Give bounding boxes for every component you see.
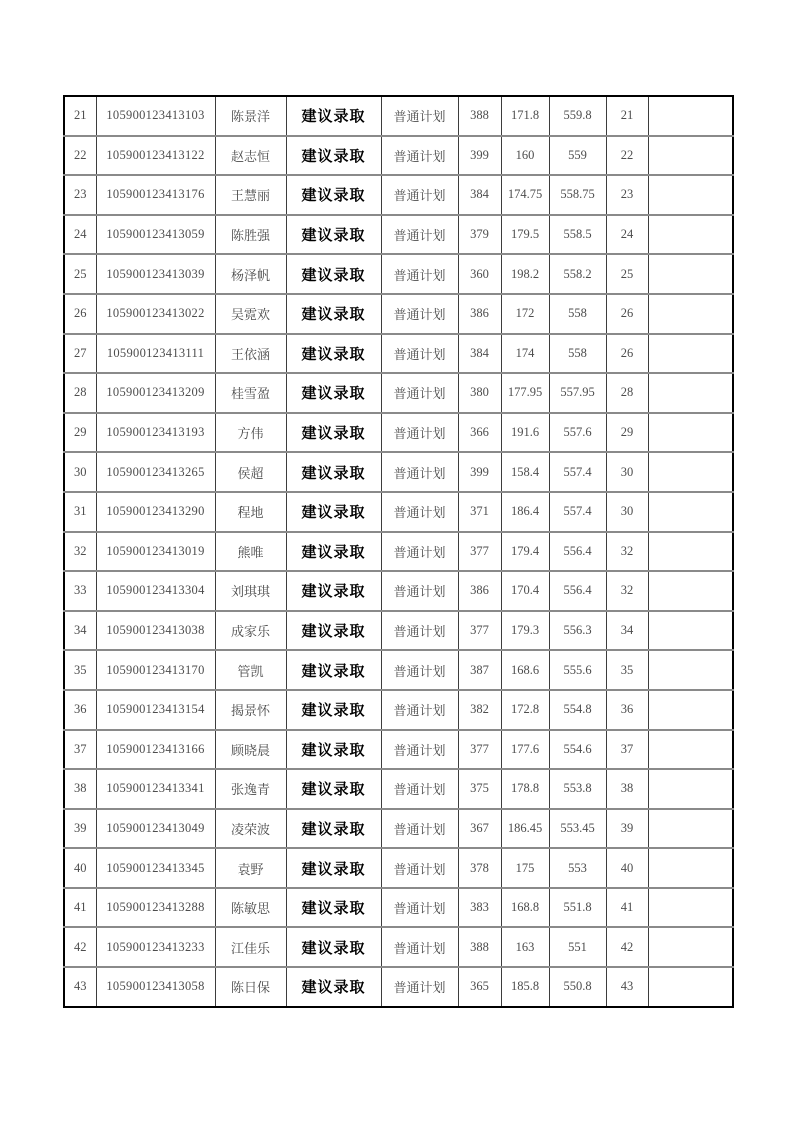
- table-row: [64, 136, 733, 176]
- remarks-cell: [648, 967, 733, 1007]
- remarks-cell: [648, 690, 733, 730]
- table-row: [64, 492, 733, 532]
- score-first-cell: 382: [458, 690, 501, 730]
- rank-cell: 42: [606, 927, 648, 967]
- candidate-name-cell: 陈胜强: [215, 215, 286, 255]
- score-first-cell: 377: [458, 611, 501, 651]
- score-first-cell: 377: [458, 532, 501, 572]
- score-second-cell: 178.8: [501, 769, 549, 809]
- row-number-cell: 24: [64, 215, 96, 255]
- admission-status-cell: 建议录取: [286, 650, 381, 690]
- candidate-id-cell: 105900123413039: [96, 254, 215, 294]
- admission-status-cell: 建议录取: [286, 730, 381, 770]
- total-score-cell: 558.5: [549, 215, 606, 255]
- candidate-name-cell: 顾晓晨: [215, 730, 286, 770]
- candidate-name-cell: 王慧丽: [215, 175, 286, 215]
- candidate-name-cell: 熊唯: [215, 532, 286, 572]
- rank-cell: 40: [606, 848, 648, 888]
- row-number-cell: 22: [64, 136, 96, 176]
- table-row: [64, 571, 733, 611]
- remarks-cell: [648, 254, 733, 294]
- score-second-cell: 163: [501, 927, 549, 967]
- admission-status-cell: 建议录取: [286, 294, 381, 334]
- candidate-name-cell: 桂雪盈: [215, 373, 286, 413]
- remarks-cell: [648, 769, 733, 809]
- candidate-id-cell: 105900123413022: [96, 294, 215, 334]
- row-number-cell: 32: [64, 532, 96, 572]
- remarks-cell: [648, 413, 733, 453]
- total-score-cell: 554.8: [549, 690, 606, 730]
- row-number-cell: 38: [64, 769, 96, 809]
- candidate-id-cell: 105900123413059: [96, 215, 215, 255]
- score-second-cell: 186.4: [501, 492, 549, 532]
- admission-results-table: [63, 95, 734, 1008]
- remarks-cell: [648, 373, 733, 413]
- score-second-cell: 160: [501, 136, 549, 176]
- admission-status-cell: 建议录取: [286, 215, 381, 255]
- total-score-cell: 553.8: [549, 769, 606, 809]
- rank-cell: 22: [606, 136, 648, 176]
- score-first-cell: 383: [458, 888, 501, 928]
- rank-cell: 32: [606, 532, 648, 572]
- candidate-name-cell: 凌荣波: [215, 809, 286, 849]
- plan-type-cell: 普通计划: [381, 452, 458, 492]
- remarks-cell: [648, 96, 733, 136]
- candidate-id-cell: 105900123413341: [96, 769, 215, 809]
- remarks-cell: [648, 215, 733, 255]
- table-row: [64, 175, 733, 215]
- candidate-id-cell: 105900123413166: [96, 730, 215, 770]
- score-first-cell: 380: [458, 373, 501, 413]
- total-score-cell: 558.75: [549, 175, 606, 215]
- plan-type-cell: 普通计划: [381, 96, 458, 136]
- remarks-cell: [648, 650, 733, 690]
- score-first-cell: 387: [458, 650, 501, 690]
- score-first-cell: 366: [458, 413, 501, 453]
- plan-type-cell: 普通计划: [381, 136, 458, 176]
- table-row: [64, 611, 733, 651]
- candidate-id-cell: 105900123413122: [96, 136, 215, 176]
- plan-type-cell: 普通计划: [381, 373, 458, 413]
- plan-type-cell: 普通计划: [381, 413, 458, 453]
- table-row: [64, 888, 733, 928]
- score-second-cell: 177.6: [501, 730, 549, 770]
- admission-status-cell: 建议录取: [286, 373, 381, 413]
- admission-status-cell: 建议录取: [286, 175, 381, 215]
- candidate-id-cell: 105900123413304: [96, 571, 215, 611]
- candidate-id-cell: 105900123413103: [96, 96, 215, 136]
- candidate-name-cell: 江佳乐: [215, 927, 286, 967]
- score-second-cell: 158.4: [501, 452, 549, 492]
- plan-type-cell: 普通计划: [381, 927, 458, 967]
- plan-type-cell: 普通计划: [381, 215, 458, 255]
- score-second-cell: 170.4: [501, 571, 549, 611]
- score-second-cell: 179.4: [501, 532, 549, 572]
- candidate-name-cell: 袁野: [215, 848, 286, 888]
- row-number-cell: 30: [64, 452, 96, 492]
- score-second-cell: 168.6: [501, 650, 549, 690]
- row-number-cell: 34: [64, 611, 96, 651]
- total-score-cell: 550.8: [549, 967, 606, 1007]
- admission-status-cell: 建议录取: [286, 848, 381, 888]
- table-row: [64, 769, 733, 809]
- total-score-cell: 559: [549, 136, 606, 176]
- candidate-id-cell: 105900123413288: [96, 888, 215, 928]
- total-score-cell: 557.4: [549, 452, 606, 492]
- candidate-name-cell: 刘琪琪: [215, 571, 286, 611]
- rank-cell: 43: [606, 967, 648, 1007]
- score-first-cell: 379: [458, 215, 501, 255]
- admission-status-cell: 建议录取: [286, 334, 381, 374]
- admission-status-cell: 建议录取: [286, 769, 381, 809]
- score-first-cell: 378: [458, 848, 501, 888]
- plan-type-cell: 普通计划: [381, 294, 458, 334]
- admission-status-cell: 建议录取: [286, 532, 381, 572]
- row-number-cell: 26: [64, 294, 96, 334]
- candidate-id-cell: 105900123413170: [96, 650, 215, 690]
- remarks-cell: [648, 927, 733, 967]
- table-row: [64, 730, 733, 770]
- row-number-cell: 42: [64, 927, 96, 967]
- row-number-cell: 23: [64, 175, 96, 215]
- remarks-cell: [648, 334, 733, 374]
- admission-status-cell: 建议录取: [286, 927, 381, 967]
- total-score-cell: 558: [549, 334, 606, 374]
- candidate-name-cell: 揭景怀: [215, 690, 286, 730]
- score-second-cell: 168.8: [501, 888, 549, 928]
- candidate-id-cell: 105900123413058: [96, 967, 215, 1007]
- rank-cell: 26: [606, 334, 648, 374]
- rank-cell: 24: [606, 215, 648, 255]
- score-first-cell: 399: [458, 136, 501, 176]
- candidate-name-cell: 陈景洋: [215, 96, 286, 136]
- rank-cell: 30: [606, 452, 648, 492]
- score-first-cell: 377: [458, 730, 501, 770]
- admission-table-body: [64, 96, 733, 1007]
- candidate-id-cell: 105900123413209: [96, 373, 215, 413]
- score-second-cell: 186.45: [501, 809, 549, 849]
- score-first-cell: 384: [458, 175, 501, 215]
- admission-status-cell: 建议录取: [286, 611, 381, 651]
- total-score-cell: 554.6: [549, 730, 606, 770]
- score-first-cell: 367: [458, 809, 501, 849]
- admission-status-cell: 建议录取: [286, 809, 381, 849]
- candidate-id-cell: 105900123413019: [96, 532, 215, 572]
- admission-status-cell: 建议录取: [286, 690, 381, 730]
- admission-status-cell: 建议录取: [286, 96, 381, 136]
- candidate-id-cell: 105900123413049: [96, 809, 215, 849]
- candidate-name-cell: 张逸青: [215, 769, 286, 809]
- table-row: [64, 532, 733, 572]
- total-score-cell: 551.8: [549, 888, 606, 928]
- row-number-cell: 21: [64, 96, 96, 136]
- remarks-cell: [648, 571, 733, 611]
- row-number-cell: 41: [64, 888, 96, 928]
- remarks-cell: [648, 452, 733, 492]
- total-score-cell: 558: [549, 294, 606, 334]
- row-number-cell: 36: [64, 690, 96, 730]
- table-row: [64, 690, 733, 730]
- row-number-cell: 40: [64, 848, 96, 888]
- admission-status-cell: 建议录取: [286, 254, 381, 294]
- table-row: [64, 413, 733, 453]
- remarks-cell: [648, 136, 733, 176]
- plan-type-cell: 普通计划: [381, 254, 458, 294]
- admission-status-cell: 建议录取: [286, 888, 381, 928]
- total-score-cell: 557.95: [549, 373, 606, 413]
- score-first-cell: 399: [458, 452, 501, 492]
- candidate-id-cell: 105900123413176: [96, 175, 215, 215]
- score-second-cell: 185.8: [501, 967, 549, 1007]
- remarks-cell: [648, 888, 733, 928]
- admission-status-cell: 建议录取: [286, 571, 381, 611]
- rank-cell: 38: [606, 769, 648, 809]
- plan-type-cell: 普通计划: [381, 769, 458, 809]
- total-score-cell: 558.2: [549, 254, 606, 294]
- plan-type-cell: 普通计划: [381, 492, 458, 532]
- rank-cell: 32: [606, 571, 648, 611]
- candidate-id-cell: 105900123413193: [96, 413, 215, 453]
- row-number-cell: 37: [64, 730, 96, 770]
- admission-status-cell: 建议录取: [286, 492, 381, 532]
- candidate-id-cell: 105900123413290: [96, 492, 215, 532]
- remarks-cell: [648, 730, 733, 770]
- score-first-cell: 388: [458, 927, 501, 967]
- table-row: [64, 809, 733, 849]
- score-first-cell: 360: [458, 254, 501, 294]
- rank-cell: 23: [606, 175, 648, 215]
- score-first-cell: 386: [458, 571, 501, 611]
- score-second-cell: 172: [501, 294, 549, 334]
- rank-cell: 41: [606, 888, 648, 928]
- score-second-cell: 174: [501, 334, 549, 374]
- table-row: [64, 254, 733, 294]
- remarks-cell: [648, 175, 733, 215]
- total-score-cell: 559.8: [549, 96, 606, 136]
- candidate-id-cell: 105900123413038: [96, 611, 215, 651]
- candidate-name-cell: 陈日保: [215, 967, 286, 1007]
- score-first-cell: 384: [458, 334, 501, 374]
- remarks-cell: [648, 611, 733, 651]
- score-second-cell: 179.5: [501, 215, 549, 255]
- row-number-cell: 35: [64, 650, 96, 690]
- total-score-cell: 557.6: [549, 413, 606, 453]
- candidate-name-cell: 杨泽帆: [215, 254, 286, 294]
- table-row: [64, 334, 733, 374]
- score-second-cell: 177.95: [501, 373, 549, 413]
- plan-type-cell: 普通计划: [381, 690, 458, 730]
- score-second-cell: 191.6: [501, 413, 549, 453]
- rank-cell: 29: [606, 413, 648, 453]
- plan-type-cell: 普通计划: [381, 571, 458, 611]
- plan-type-cell: 普通计划: [381, 334, 458, 374]
- plan-type-cell: 普通计划: [381, 967, 458, 1007]
- score-first-cell: 388: [458, 96, 501, 136]
- total-score-cell: 556.4: [549, 571, 606, 611]
- candidate-id-cell: 105900123413345: [96, 848, 215, 888]
- score-first-cell: 375: [458, 769, 501, 809]
- total-score-cell: 556.4: [549, 532, 606, 572]
- score-first-cell: 365: [458, 967, 501, 1007]
- plan-type-cell: 普通计划: [381, 650, 458, 690]
- table-row: [64, 967, 733, 1007]
- rank-cell: 25: [606, 254, 648, 294]
- row-number-cell: 29: [64, 413, 96, 453]
- remarks-cell: [648, 492, 733, 532]
- table-row: [64, 215, 733, 255]
- score-second-cell: 174.75: [501, 175, 549, 215]
- remarks-cell: [648, 809, 733, 849]
- plan-type-cell: 普通计划: [381, 888, 458, 928]
- candidate-name-cell: 吴霓欢: [215, 294, 286, 334]
- candidate-name-cell: 侯超: [215, 452, 286, 492]
- plan-type-cell: 普通计划: [381, 730, 458, 770]
- row-number-cell: 39: [64, 809, 96, 849]
- score-second-cell: 175: [501, 848, 549, 888]
- candidate-id-cell: 105900123413233: [96, 927, 215, 967]
- remarks-cell: [648, 848, 733, 888]
- table-row: [64, 650, 733, 690]
- score-first-cell: 386: [458, 294, 501, 334]
- candidate-name-cell: 陈敏思: [215, 888, 286, 928]
- row-number-cell: 43: [64, 967, 96, 1007]
- table-row: [64, 294, 733, 334]
- remarks-cell: [648, 532, 733, 572]
- rank-cell: 34: [606, 611, 648, 651]
- candidate-name-cell: 程地: [215, 492, 286, 532]
- rank-cell: 26: [606, 294, 648, 334]
- plan-type-cell: 普通计划: [381, 848, 458, 888]
- row-number-cell: 31: [64, 492, 96, 532]
- row-number-cell: 27: [64, 334, 96, 374]
- candidate-name-cell: 赵志恒: [215, 136, 286, 176]
- row-number-cell: 25: [64, 254, 96, 294]
- candidate-id-cell: 105900123413265: [96, 452, 215, 492]
- plan-type-cell: 普通计划: [381, 175, 458, 215]
- rank-cell: 37: [606, 730, 648, 770]
- rank-cell: 30: [606, 492, 648, 532]
- admission-status-cell: 建议录取: [286, 967, 381, 1007]
- table-row: [64, 96, 733, 136]
- plan-type-cell: 普通计划: [381, 809, 458, 849]
- total-score-cell: 557.4: [549, 492, 606, 532]
- candidate-id-cell: 105900123413111: [96, 334, 215, 374]
- candidate-name-cell: 王依涵: [215, 334, 286, 374]
- rank-cell: 28: [606, 373, 648, 413]
- score-first-cell: 371: [458, 492, 501, 532]
- score-second-cell: 198.2: [501, 254, 549, 294]
- total-score-cell: 555.6: [549, 650, 606, 690]
- table-row: [64, 373, 733, 413]
- candidate-id-cell: 105900123413154: [96, 690, 215, 730]
- rank-cell: 39: [606, 809, 648, 849]
- score-second-cell: 172.8: [501, 690, 549, 730]
- score-second-cell: 171.8: [501, 96, 549, 136]
- candidate-name-cell: 方伟: [215, 413, 286, 453]
- table-row: [64, 848, 733, 888]
- remarks-cell: [648, 294, 733, 334]
- rank-cell: 35: [606, 650, 648, 690]
- plan-type-cell: 普通计划: [381, 611, 458, 651]
- total-score-cell: 556.3: [549, 611, 606, 651]
- total-score-cell: 553: [549, 848, 606, 888]
- table-row: [64, 452, 733, 492]
- plan-type-cell: 普通计划: [381, 532, 458, 572]
- row-number-cell: 28: [64, 373, 96, 413]
- score-second-cell: 179.3: [501, 611, 549, 651]
- rank-cell: 36: [606, 690, 648, 730]
- table-row: [64, 927, 733, 967]
- admission-status-cell: 建议录取: [286, 452, 381, 492]
- rank-cell: 21: [606, 96, 648, 136]
- total-score-cell: 551: [549, 927, 606, 967]
- row-number-cell: 33: [64, 571, 96, 611]
- total-score-cell: 553.45: [549, 809, 606, 849]
- candidate-name-cell: 成家乐: [215, 611, 286, 651]
- admission-status-cell: 建议录取: [286, 413, 381, 453]
- candidate-name-cell: 管凯: [215, 650, 286, 690]
- admission-status-cell: 建议录取: [286, 136, 381, 176]
